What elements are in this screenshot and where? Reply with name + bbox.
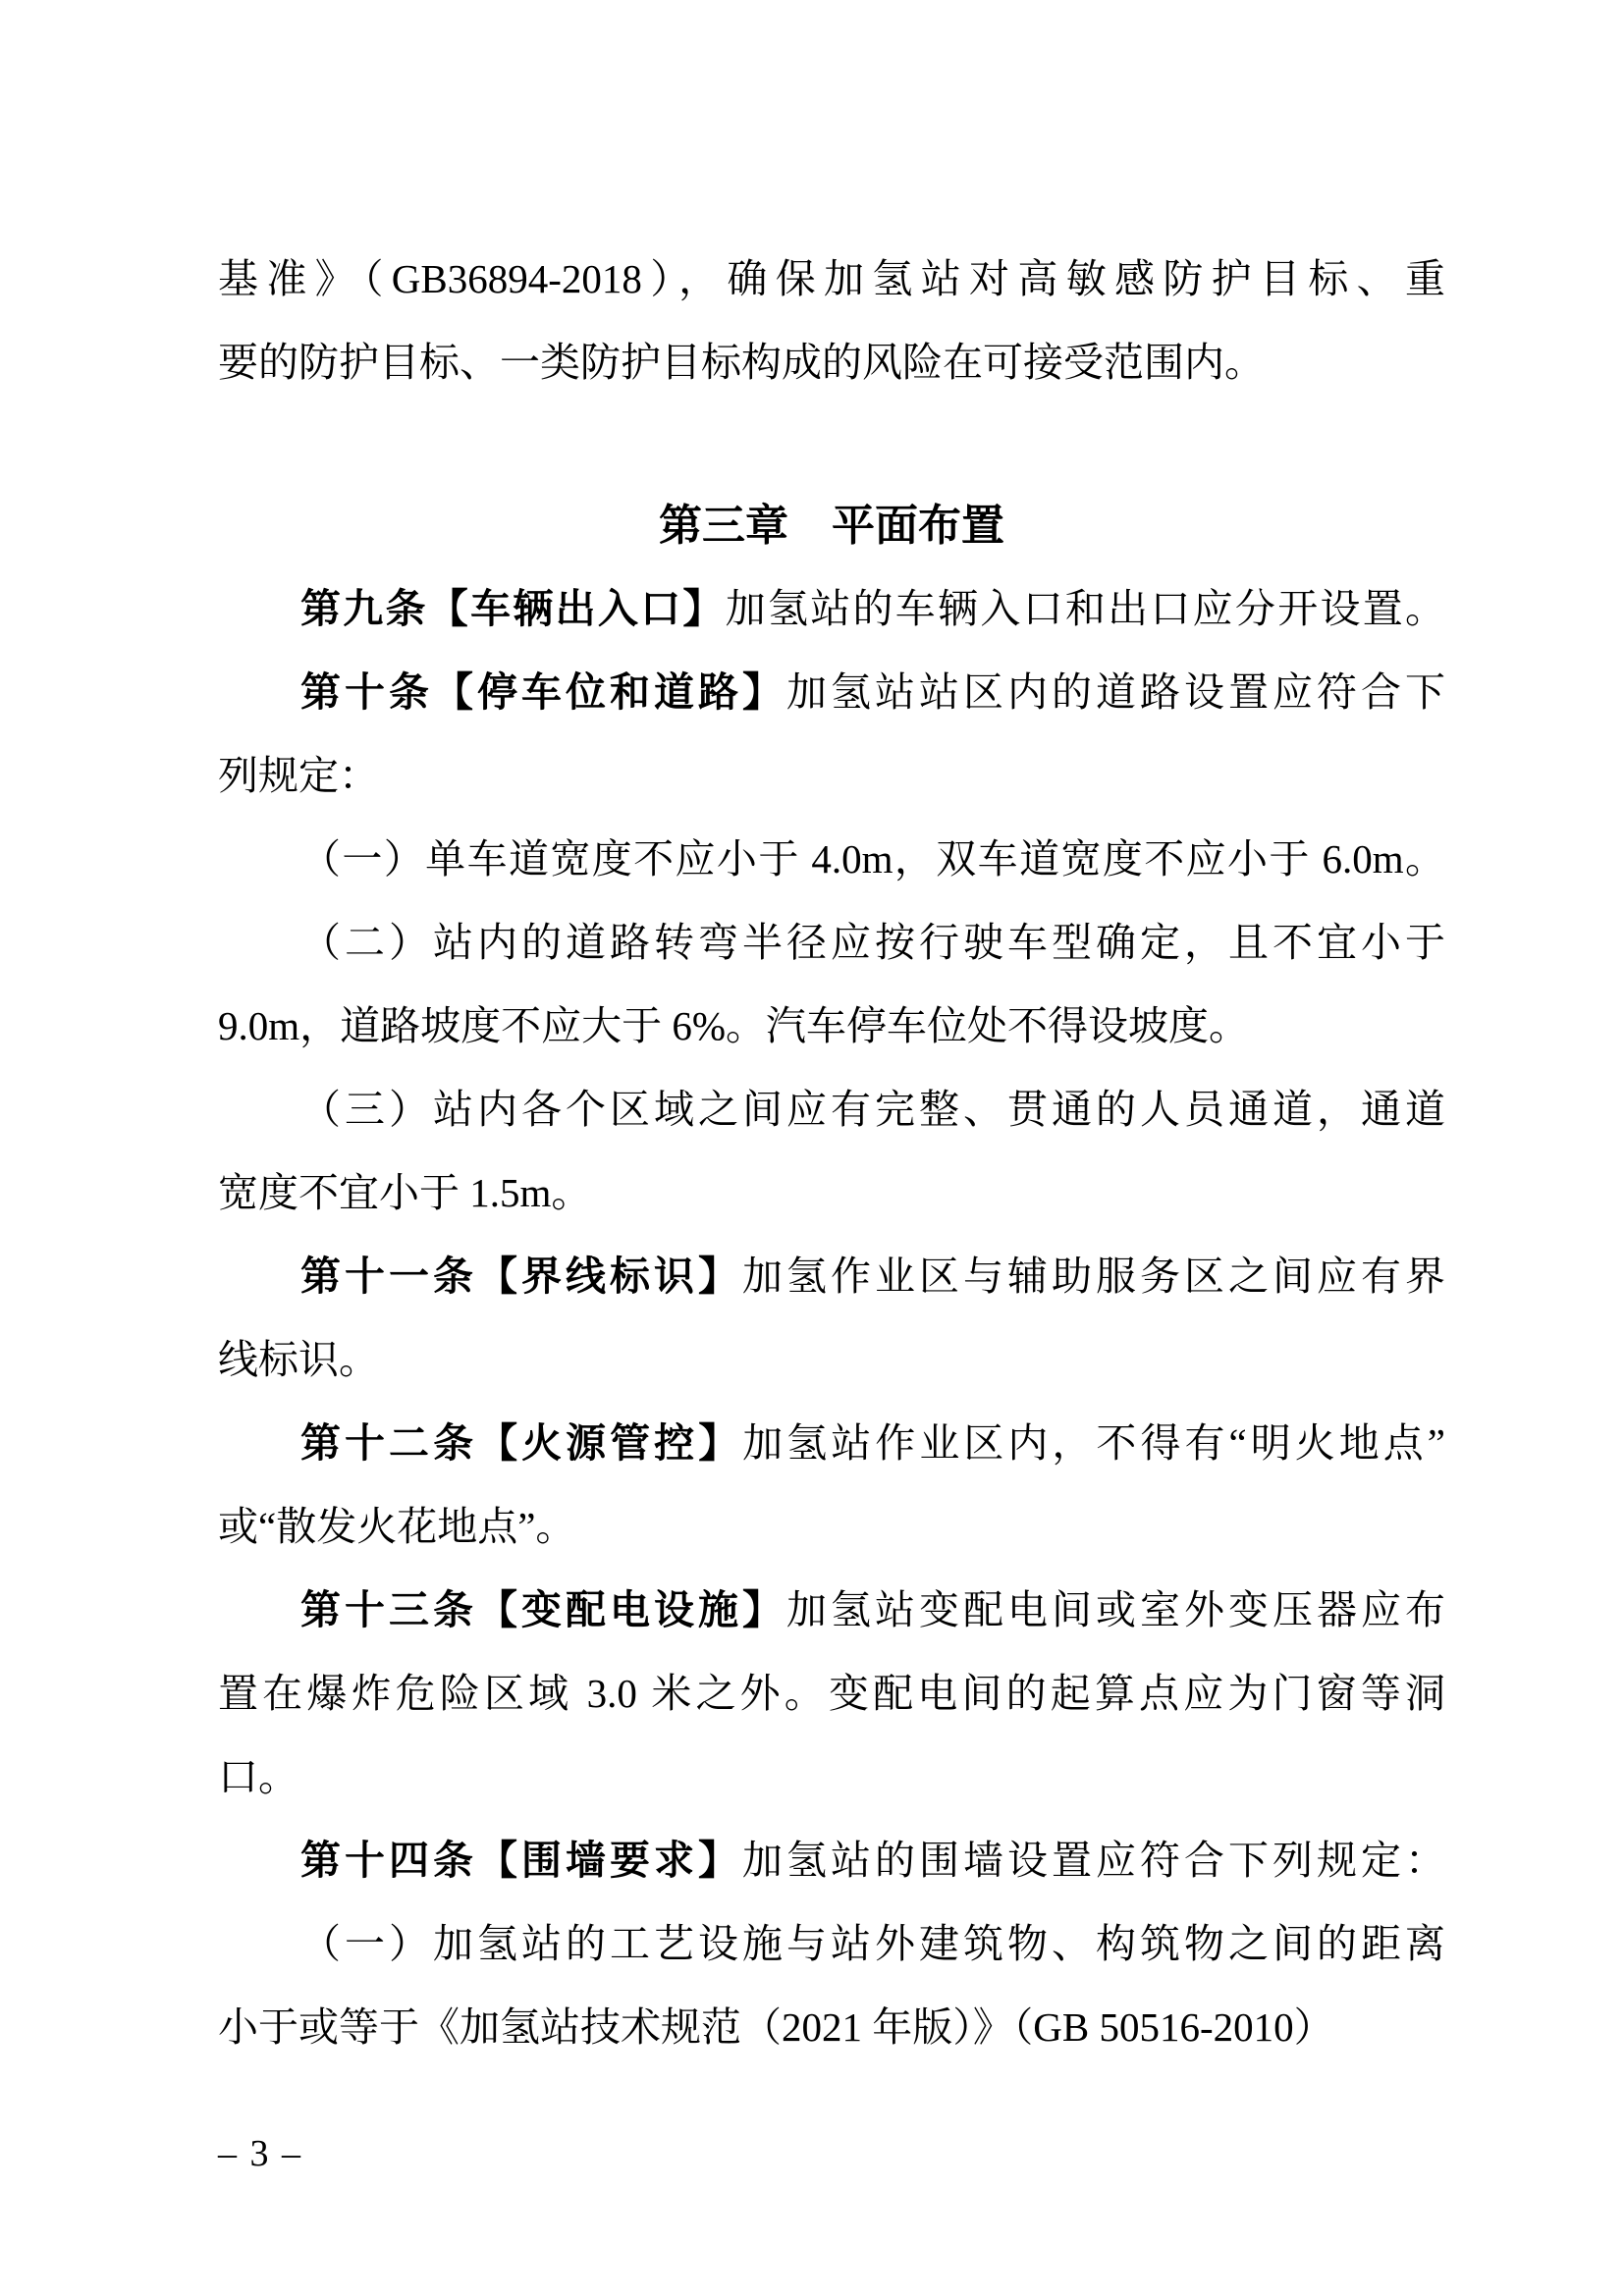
line-text: 小于或等于《加氢站技术规范（2021 年版）》（GB 50516-2010） <box>218 2004 1334 2050</box>
text-line <box>218 1819 1445 1902</box>
article-label: 第十条【停车位和道路】 <box>300 669 786 715</box>
page-content <box>218 238 1445 2069</box>
text-line <box>218 1068 1445 1151</box>
article-label: 第十四条【围墙要求】 <box>300 1838 742 1883</box>
text-line <box>218 1485 1445 1569</box>
text-line <box>218 1151 1445 1235</box>
article-label: 第九条【车辆出入口】 <box>300 586 726 631</box>
line-text: 基准》（GB36894-2018），确保加氢站对高敏感防护目标、重 <box>218 256 1445 301</box>
line-text: 宽度不宜小于 1.5m。 <box>218 1170 592 1215</box>
line-text: 线标识。 <box>218 1337 379 1382</box>
text-line <box>218 1652 1445 1735</box>
line-text: （一）加氢站的工艺设施与站外建筑物、构筑物之间的距离 <box>300 1921 1445 1966</box>
text-line <box>218 1402 1445 1485</box>
text-line <box>218 321 1445 404</box>
line-text: （一）单车道宽度不应小于 4.0m，双车道宽度不应小于 6.0m。 <box>300 836 1445 881</box>
line-text: 加氢站站区内的道路设置应符合下 <box>786 669 1445 715</box>
line-text: 加氢站变配电间或室外变压器应布 <box>786 1587 1445 1632</box>
line-text: 或“散发火花地点”。 <box>218 1504 576 1549</box>
text-line <box>218 1235 1445 1318</box>
text-line <box>218 818 1445 901</box>
text-line <box>218 1569 1445 1652</box>
text-line <box>218 1318 1445 1402</box>
line-text: （二）站内的道路转弯半径应按行驶车型确定，且不宜小于 <box>300 920 1445 965</box>
article-label: 第十一条【界线标识】 <box>300 1254 742 1299</box>
line-text: 列规定： <box>218 753 379 798</box>
line-text: （三）站内各个区域之间应有完整、贯通的人员通道，通道 <box>300 1087 1445 1132</box>
line-text: 9.0m，道路坡度不应大于 6%。汽车停车位处不得设坡度。 <box>218 1003 1250 1048</box>
line-text: 加氢作业区与辅助服务区之间应有界 <box>742 1254 1445 1299</box>
line-text: 要的防护目标、一类防护目标构成的风险在可接受范围内。 <box>218 340 1265 385</box>
article-label: 第十三条【变配电设施】 <box>300 1587 786 1632</box>
text-line <box>218 985 1445 1068</box>
text-line <box>218 651 1445 734</box>
chapter-heading <box>218 484 1445 567</box>
text-line <box>218 901 1445 985</box>
text-line <box>218 1902 1445 1986</box>
text-line <box>218 1986 1445 2069</box>
chapter-heading-text: 第三章 平面布置 <box>659 502 1004 550</box>
text-line <box>218 1735 1445 1819</box>
text-line <box>218 734 1445 818</box>
page-number: – 3 – <box>218 2133 302 2174</box>
line-text: 口。 <box>218 1754 298 1799</box>
line-text: 加氢站的车辆入口和出口应分开设置。 <box>725 586 1445 631</box>
text-line <box>218 567 1445 651</box>
line-text: 加氢站作业区内，不得有“明火地点” <box>742 1420 1445 1466</box>
line-text: 加氢站的围墙设置应符合下列规定： <box>742 1838 1445 1883</box>
text-line <box>218 238 1445 321</box>
line-text: 置在爆炸危险区域 3.0 米之外。变配电间的起算点应为门窗等洞 <box>218 1671 1445 1716</box>
article-label: 第十二条【火源管控】 <box>300 1420 743 1466</box>
